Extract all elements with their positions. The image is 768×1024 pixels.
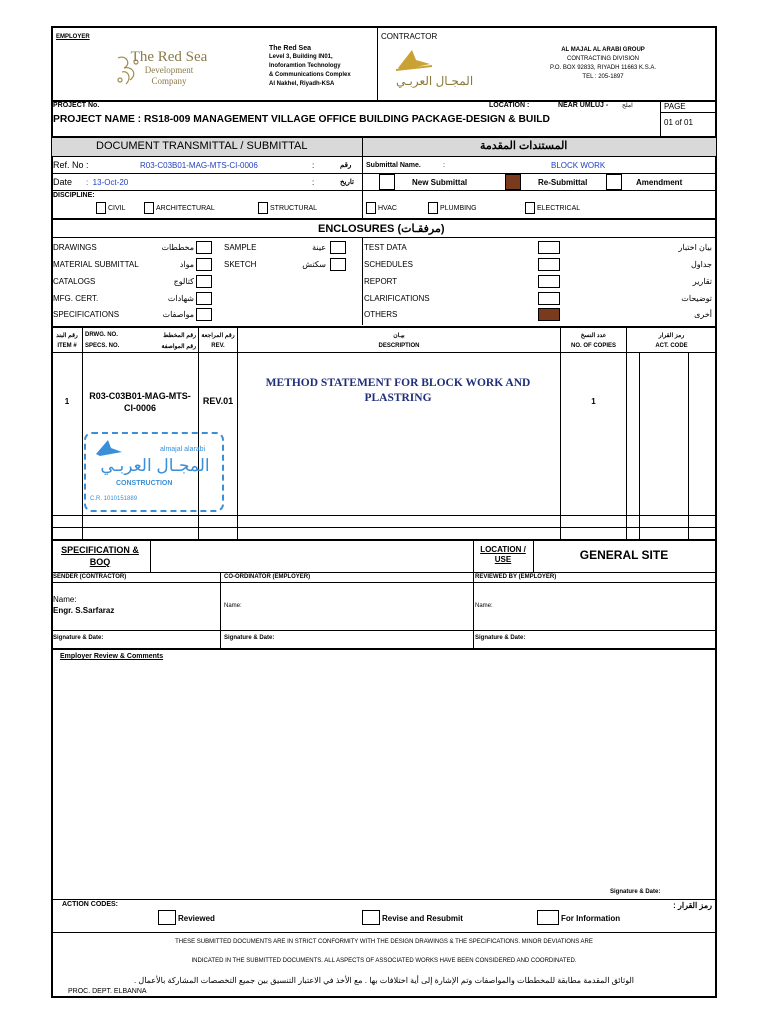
stamp-sub-en: CONSTRUCTION <box>116 480 173 487</box>
electrical-label: ELECTRICAL <box>537 205 581 212</box>
enclosure-sample-arabic: عينة <box>312 243 326 252</box>
stamp-cr: C.R. 1010151889 <box>90 496 138 502</box>
enclosure-sketch-checkbox[interactable] <box>330 258 346 271</box>
hvac-checkbox[interactable] <box>366 202 376 214</box>
project-no-label: PROJECT No. <box>53 102 100 109</box>
page-value: 01 of 01 <box>664 118 693 127</box>
enclosure-clarifications-arabic: توضيحات <box>681 294 712 303</box>
enclosure-report-label: REPORT <box>364 277 398 286</box>
enclosure-schedules-arabic: جداول <box>690 260 712 269</box>
for-information-label: For Information <box>561 914 621 923</box>
enclosure-report-arabic: تقارير <box>692 277 712 286</box>
for-information-checkbox[interactable] <box>537 910 559 925</box>
amendment-checkbox[interactable] <box>606 174 622 190</box>
enclosure-others-label: OTHERS <box>364 310 398 319</box>
enclosure-test-data-arabic: بيان اختبار <box>678 243 712 252</box>
row-description: METHOD STATEMENT FOR BLOCK WORK AND PLASTRING <box>265 377 531 404</box>
stamp-name-en: almajal alarabi <box>160 446 206 453</box>
enclosure-sketch-label: SKETCH <box>224 260 257 269</box>
header-description-arabic: بيـان <box>393 333 405 339</box>
enclosure-schedules-checkbox[interactable] <box>538 258 560 271</box>
header-drwg-arabic: رقم المخطط <box>163 333 196 339</box>
reviewed-label: Reviewed <box>178 914 215 923</box>
enclosure-material-checkbox[interactable] <box>196 258 212 271</box>
red-sea-logo-text: The Red Sea Development Company <box>130 49 208 86</box>
sender-name: Engr. S.Sarfaraz <box>53 606 115 615</box>
new-submittal-label: New Submittal <box>412 178 468 187</box>
reviewed-checkbox[interactable] <box>158 910 176 925</box>
enclosure-others-arabic: أخرى <box>694 310 712 319</box>
date-colon: : <box>312 178 315 187</box>
header-drwg-no: DRWG. NO. <box>85 332 118 338</box>
row-item: 1 <box>64 397 70 406</box>
almajal-logo-icon <box>394 46 434 72</box>
project-name: PROJECT NAME : RS18-009 MANAGEMENT VILLAGE OFFICE BUILDING PACKAGE-DESIGN & BUILD <box>53 114 550 125</box>
submittal-name-value: BLOCK WORK <box>551 161 606 170</box>
enclosure-specifications-label: SPECIFICATIONS <box>53 310 120 319</box>
amendment-label: Amendment <box>636 178 683 187</box>
enclosure-drawings-checkbox[interactable] <box>196 241 212 254</box>
transmittal-title: DOCUMENT TRANSMITTAL / SUBMITTAL <box>96 140 308 152</box>
transmittal-title-arabic: المستندات المقدمة <box>480 140 568 152</box>
employer-address: The Red Sea Level 3, Building IN01, Inoforamtion Technology & Communications Complex Al Nakhel, Riyadh-KSA <box>269 45 351 87</box>
enclosure-sketch-arabic: سكتش <box>302 260 326 269</box>
date-label: Date <box>53 177 73 187</box>
coordinator-label: CO-ORDINATOR (EMPLOYER) <box>224 574 311 580</box>
enclosure-others-checkbox[interactable] <box>538 308 560 321</box>
conformity-arabic: الوثائق المقدمة مطابقة للمخططات والمواصفات وتم الإشارة إلى أية اختلافات بها . مع الأخذ في الاعتبار التنسيق بين جميع التخصصات المشاركة بالأعمال . <box>133 976 634 985</box>
revise-resubmit-checkbox[interactable] <box>362 910 380 925</box>
hvac-label: HVAC <box>378 205 397 212</box>
enclosure-test-data-label: TEST DATA <box>364 243 407 252</box>
header-rev: REV. <box>211 343 225 349</box>
enclosure-mfg-cert-label: MFG. CERT. <box>53 294 99 303</box>
contractor-address: AL MAJAL AL ARABI GROUP CONTRACTING DIVISION P.O. BOX 92833, RIYADH 11663 K.S.A. TEL : 205-1897 <box>549 47 657 80</box>
revise-resubmit-label: Revise and Resubmit <box>382 914 463 923</box>
header-item: ITEM # <box>57 343 77 349</box>
ref-arabic: رقم <box>340 162 352 169</box>
new-submittal-checkbox[interactable] <box>379 174 395 190</box>
enclosure-drawings-label: DRAWINGS <box>53 243 97 252</box>
electrical-checkbox[interactable] <box>525 202 535 214</box>
structural-label: STRUCTURAL <box>270 205 318 212</box>
enclosure-schedules-label: SCHEDULES <box>364 260 413 269</box>
contractor-label: CONTRACTOR <box>381 32 438 41</box>
date-value: : 13-Oct-20 <box>86 178 129 187</box>
coordinator-signature-label: Signature & Date: <box>224 635 275 641</box>
ref-label: Ref. No : <box>53 160 89 170</box>
submittal-name-colon: : <box>443 162 445 169</box>
enclosure-catalogs-label: CATALOGS <box>53 277 96 286</box>
stamp-name-ar: المجـال العربـي <box>100 456 210 475</box>
architectural-checkbox[interactable] <box>144 202 154 214</box>
enclosure-specifications-checkbox[interactable] <box>196 308 212 321</box>
discipline-label: DISCIPLINE: <box>53 192 95 199</box>
location-use-label: LOCATION / USE <box>480 545 526 564</box>
enclosure-catalogs-checkbox[interactable] <box>196 275 212 288</box>
header-description: DESCRIPTION <box>378 343 420 349</box>
coordinator-name-label: Name: <box>224 603 242 609</box>
architectural-label: ARCHITECTURAL <box>156 205 215 212</box>
bottom-signature-label: Signature & Date: <box>610 889 661 895</box>
enclosure-sample-checkbox[interactable] <box>330 241 346 254</box>
civil-label: CIVIL <box>108 205 126 212</box>
employer-review-comments: Employer Review & Comments <box>60 653 164 660</box>
reviewed-label: REVIEWED BY (EMPLOYER) <box>475 574 557 580</box>
re-submittal-label: Re-Submittal <box>538 178 588 187</box>
header-copies: NO. OF COPIES <box>570 343 616 349</box>
header-act-code: ACT. CODE <box>655 343 688 349</box>
sender-label: SENDER (CONTRACTOR) <box>53 574 127 580</box>
civil-checkbox[interactable] <box>96 202 106 214</box>
enclosure-material-label: MATERIAL SUBMITTAL <box>53 260 139 269</box>
row-drwg-no: R03-C03B01-MAG-MTS-CI-0006 <box>89 391 191 413</box>
ref-value: R03-C03B01-MAG-MTS-CI-0006 <box>140 161 258 170</box>
comments-area[interactable] <box>56 665 712 887</box>
reviewer-signature-label: Signature & Date: <box>475 635 526 641</box>
enclosure-material-arabic: مواد <box>179 260 194 269</box>
reviewer-name-label: Name: <box>475 603 493 609</box>
enclosure-test-data-checkbox[interactable] <box>538 241 560 254</box>
general-site: GENERAL SITE <box>579 548 669 562</box>
enclosure-mfg-cert-arabic: شهادات <box>167 294 194 303</box>
spec-boq-label: SPECIFICATION & BOQ <box>61 545 139 567</box>
re-submittal-checkbox[interactable] <box>505 174 521 190</box>
date-arabic: تاريخ <box>340 179 354 186</box>
enclosures-title: ENCLOSURES (مرفقـات) <box>318 223 445 235</box>
header-specs-arabic: رقم المواصفة <box>161 344 196 350</box>
company-stamp <box>84 432 224 512</box>
header-specs-no: SPECS. NO. <box>85 343 120 349</box>
enclosure-sample-label: SAMPLE <box>224 243 257 252</box>
enclosure-report-checkbox[interactable] <box>538 275 560 288</box>
action-codes-label: ACTION CODES: <box>62 901 118 908</box>
plumbing-checkbox[interactable] <box>428 202 438 214</box>
almajal-logo-text: المجـال العربـي <box>396 74 474 88</box>
row-copies: 1 <box>591 397 596 406</box>
structural-checkbox[interactable] <box>258 202 268 214</box>
enclosure-specifications-arabic: مواصفات <box>162 310 194 319</box>
header-item-arabic: رقم البند <box>56 333 78 339</box>
submittal-name-label: Submittal Name. <box>366 162 421 169</box>
location-arabic: املج <box>622 103 633 109</box>
header-act-code-arabic: رمز القرار <box>658 333 685 339</box>
action-codes-arabic: رمز القرار : <box>673 901 712 910</box>
ref-colon: : <box>312 161 315 170</box>
plumbing-label: PLUMBING <box>440 205 477 212</box>
conformity-line-1: THESE SUBMITTED DOCUMENTS ARE IN STRICT CONFORMITY WITH THE DESIGN DRAWINGS & THE SPECIFICATIONS. MINOR DEVIATIONS ARE <box>175 939 593 945</box>
sender-signature-label: Signature & Date: <box>53 635 104 641</box>
page-label: PAGE <box>664 102 686 111</box>
header-rev-arabic: رقم المراجعة <box>201 333 235 339</box>
row-rev: REV.01 <box>202 396 234 406</box>
enclosure-clarifications-label: CLARIFICATIONS <box>364 294 430 303</box>
stamp-logo-icon <box>92 438 126 458</box>
header-copies-arabic: عدد النسخ <box>580 333 607 339</box>
enclosure-catalogs-arabic: كتالوج <box>173 277 194 286</box>
employer-label: EMPLOYER <box>56 34 90 40</box>
location-value: NEAR UMLUJ - <box>558 102 609 109</box>
location-label: LOCATION : <box>489 102 530 109</box>
proc-dept: PROC. DEPT. ELBANNA <box>68 988 147 995</box>
enclosure-drawings-arabic: مخططات <box>161 243 194 252</box>
sender-name-label: Name: <box>53 595 77 604</box>
conformity-line-2: INDICATED IN THE SUBMITTED DOCUMENTS. ALL ASPECTS OF ASSOCIATED WORKS HAVE BEEN CONSIDERED AND COORDINATED. <box>191 958 577 964</box>
enclosure-mfg-cert-checkbox[interactable] <box>196 292 212 305</box>
enclosure-clarifications-checkbox[interactable] <box>538 292 560 305</box>
